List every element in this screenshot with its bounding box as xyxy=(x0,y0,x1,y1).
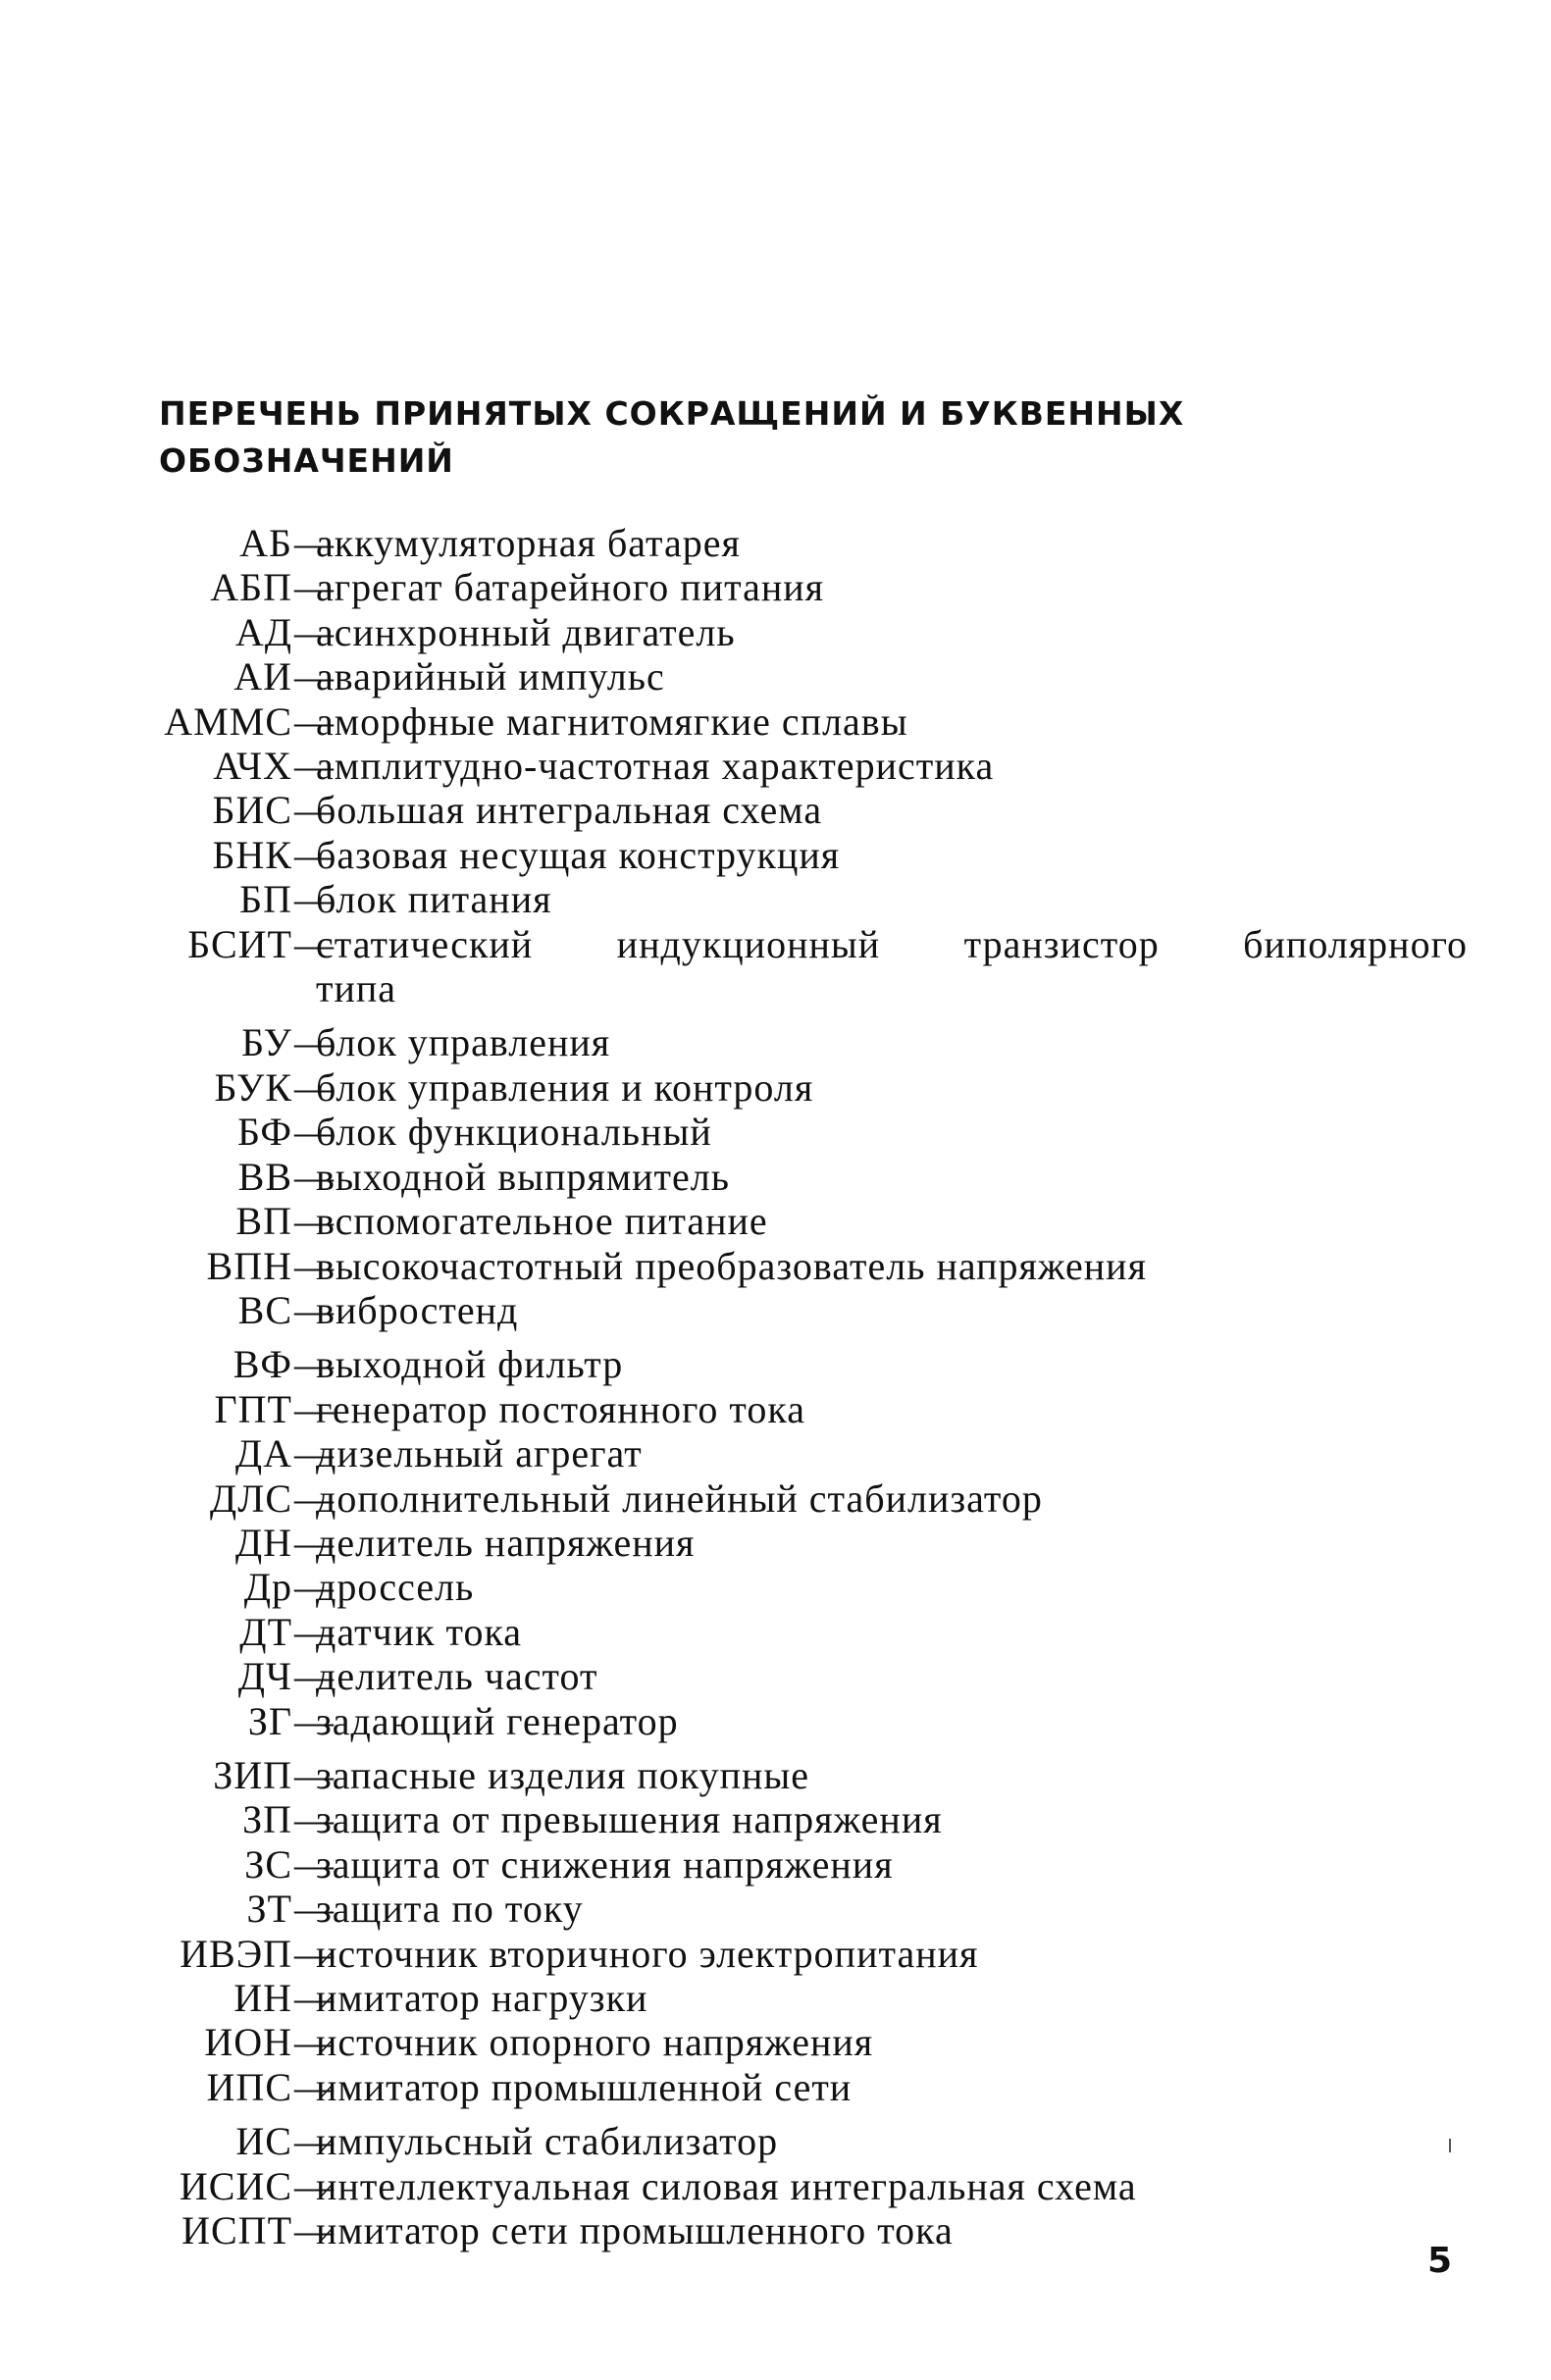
page-heading xyxy=(159,390,1238,485)
abbr-term: ЗС xyxy=(244,1841,292,1887)
abbr-term: ИОН xyxy=(204,2020,292,2065)
abbreviation-list xyxy=(0,521,1551,2252)
abbr-entry xyxy=(0,565,1551,609)
abbr-definition: аварийный импульс xyxy=(316,654,665,699)
em-dash xyxy=(294,1065,306,1110)
em-dash xyxy=(294,788,306,832)
abbr-term: АИ xyxy=(233,654,292,699)
abbr-definition: делитель напряжения xyxy=(316,1520,696,1565)
abbr-term: БНК xyxy=(212,832,292,877)
abbr-entry xyxy=(0,2065,1551,2109)
abbr-entry xyxy=(0,1065,1551,1110)
em-dash xyxy=(294,1699,306,1743)
abbr-term: ИСПТ xyxy=(181,2208,292,2253)
abbr-term: Др xyxy=(243,1565,292,1610)
abbr-entry xyxy=(0,610,1551,654)
abbr-term: ЗИП xyxy=(213,1752,292,1797)
abbr-entry xyxy=(0,1199,1551,1243)
abbr-term: ИСИС xyxy=(179,2163,292,2208)
abbr-entry xyxy=(0,1288,1551,1332)
abbr-term: АБП xyxy=(210,565,292,610)
abbr-definition: имитатор промышленной сети xyxy=(316,2064,853,2109)
abbr-definition: дроссель xyxy=(316,1565,475,1610)
em-dash xyxy=(294,1610,306,1654)
em-dash xyxy=(294,1887,306,1931)
abbr-term: БСИТ xyxy=(187,921,292,966)
abbr-term: БУК xyxy=(214,1064,292,1110)
abbr-entry xyxy=(0,2208,1551,2252)
abbr-definition: интеллектуальная силовая интегральная схема xyxy=(316,2163,1137,2208)
em-dash xyxy=(294,1431,306,1475)
abbr-definition: имитатор нагрузки xyxy=(316,1976,648,2020)
abbr-definition: амплитудно-частотная характеристика xyxy=(316,744,995,789)
abbr-term: ВФ xyxy=(233,1342,292,1387)
abbr-definition-line-1 xyxy=(316,922,1468,966)
abbr-term: ЗП xyxy=(242,1797,292,1842)
em-dash xyxy=(294,877,306,921)
em-dash xyxy=(294,1476,306,1521)
abbr-definition-word: индукционный xyxy=(616,921,881,966)
em-dash xyxy=(294,1288,306,1332)
em-dash xyxy=(294,922,306,966)
abbr-definition: выходной фильтр xyxy=(316,1342,624,1387)
abbr-term: ДН xyxy=(234,1520,292,1565)
em-dash xyxy=(294,1842,306,1887)
abbr-entry xyxy=(0,2119,1551,2163)
abbr-definition: высокочастотный преобразователь напряжения xyxy=(316,1243,1147,1288)
abbr-definition: дополнительный линейный стабилизатор xyxy=(316,1475,1043,1521)
abbr-entry xyxy=(0,1887,1551,1931)
abbr-term: БУ xyxy=(241,1020,292,1065)
em-dash xyxy=(294,610,306,654)
abbr-definition-word: транзистор xyxy=(963,921,1160,966)
em-dash xyxy=(294,2020,306,2064)
abbr-term: ЗГ xyxy=(247,1698,292,1743)
em-dash xyxy=(294,2208,306,2252)
abbr-entry xyxy=(0,699,1551,744)
abbr-definition: блок управления и контроля xyxy=(316,1064,814,1110)
abbr-entry xyxy=(0,1476,1551,1521)
abbr-definition: делитель частот xyxy=(316,1654,598,1699)
abbr-term: ВПН xyxy=(206,1243,292,1288)
abbr-term: ДА xyxy=(234,1431,292,1476)
em-dash xyxy=(294,1020,306,1064)
abbr-term: АД xyxy=(234,609,292,654)
abbr-definition: блок функциональный xyxy=(316,1110,712,1155)
abbr-entry xyxy=(0,1110,1551,1154)
abbr-entry xyxy=(0,1387,1551,1431)
abbr-term: БИС xyxy=(212,788,292,833)
print-speck xyxy=(1449,2139,1451,2152)
abbr-definition: защита по току xyxy=(316,1887,584,1932)
abbr-term: ИН xyxy=(233,1976,292,2020)
abbr-entry xyxy=(0,1020,1551,1064)
abbr-definition: вибростенд xyxy=(316,1287,519,1332)
abbr-entry xyxy=(0,833,1551,877)
abbr-entry xyxy=(0,1565,1551,1609)
abbr-entry xyxy=(0,1244,1551,1288)
abbr-term: ИВЭП xyxy=(180,1931,292,1976)
em-dash xyxy=(294,1342,306,1386)
abbr-entry xyxy=(0,1699,1551,1743)
abbr-definition: имитатор сети промышленного тока xyxy=(316,2208,954,2253)
abbr-entry xyxy=(0,1155,1551,1199)
abbr-entry xyxy=(0,788,1551,832)
em-dash xyxy=(294,1244,306,1288)
abbr-term: ИС xyxy=(235,2119,292,2164)
abbr-definition: задающий генератор xyxy=(316,1698,679,1743)
abbr-entry xyxy=(0,744,1551,788)
abbr-definition: базовая несущая конструкция xyxy=(316,832,841,877)
abbr-entry xyxy=(0,1753,1551,1797)
abbr-definition: большая интегральная схема xyxy=(316,788,823,833)
heading-line-1: ПЕРЕЧЕНЬ ПРИНЯТЫХ СОКРАЩЕНИЙ И БУКВЕННЫХ xyxy=(159,394,1185,433)
abbr-term: ВС xyxy=(237,1287,292,1332)
abbr-term: ИПС xyxy=(206,2064,292,2109)
em-dash xyxy=(294,1654,306,1698)
abbr-entry xyxy=(0,1797,1551,1841)
abbr-definition: выходной выпрямитель xyxy=(316,1154,730,1199)
abbr-entry xyxy=(0,1654,1551,1698)
abbr-term: ЗТ xyxy=(246,1887,292,1932)
em-dash xyxy=(294,699,306,744)
abbr-term: АБ xyxy=(239,521,292,565)
abbr-entry xyxy=(0,922,1551,1011)
em-dash xyxy=(294,2065,306,2109)
page-number: 5 xyxy=(1427,2241,1453,2281)
em-dash xyxy=(294,1387,306,1431)
abbr-term: ДТ xyxy=(239,1609,292,1654)
em-dash xyxy=(294,1797,306,1841)
abbr-definition: аккумуляторная батарея xyxy=(316,521,741,565)
abbr-entry xyxy=(0,1521,1551,1565)
em-dash xyxy=(294,833,306,877)
abbr-entry xyxy=(0,1342,1551,1386)
abbr-definition: источник вторичного электропитания xyxy=(316,1931,979,1976)
abbr-term: ВВ xyxy=(237,1154,292,1199)
abbr-term: БП xyxy=(239,877,292,922)
abbr-definition-word: статический xyxy=(316,921,534,966)
em-dash xyxy=(294,2164,306,2208)
em-dash xyxy=(294,1976,306,2020)
em-dash xyxy=(294,1565,306,1609)
em-dash xyxy=(294,1199,306,1243)
abbr-term: БФ xyxy=(237,1110,292,1155)
abbr-entry xyxy=(0,1842,1551,1887)
abbr-definition: запасные изделия покупные xyxy=(316,1752,810,1797)
em-dash xyxy=(294,1521,306,1565)
em-dash xyxy=(294,1932,306,1976)
abbr-term: АЧХ xyxy=(213,744,292,789)
abbr-term: ВП xyxy=(235,1199,292,1244)
em-dash xyxy=(294,1753,306,1797)
abbr-definition: блок управления xyxy=(316,1020,611,1065)
abbr-definition: блок питания xyxy=(316,877,552,922)
em-dash xyxy=(294,565,306,609)
abbr-definition: датчик тока xyxy=(316,1609,523,1654)
abbr-definition-word: биполярного xyxy=(1243,921,1468,966)
abbr-definition: защита от снижения напряжения xyxy=(316,1841,894,1887)
em-dash xyxy=(294,1155,306,1199)
abbr-definition: аморфные магнитомягкие сплавы xyxy=(316,698,908,744)
em-dash xyxy=(294,521,306,565)
heading-line-2: ОБОЗНАЧЕНИЙ xyxy=(159,441,454,480)
abbr-definition: дизельный агрегат xyxy=(316,1431,643,1476)
abbr-term: АММС xyxy=(164,698,292,744)
em-dash xyxy=(294,744,306,788)
em-dash xyxy=(294,654,306,698)
abbr-definition xyxy=(306,922,1468,1011)
em-dash xyxy=(294,2119,306,2163)
abbr-entry xyxy=(0,1431,1551,1475)
em-dash xyxy=(294,1110,306,1154)
abbr-definition: генератор постоянного тока xyxy=(316,1386,805,1431)
abbr-entry xyxy=(0,1610,1551,1654)
abbr-entry xyxy=(0,521,1551,565)
abbr-entry xyxy=(0,2020,1551,2064)
abbr-entry xyxy=(0,1932,1551,1976)
abbr-entry xyxy=(0,877,1551,921)
abbr-entry xyxy=(0,654,1551,698)
abbr-definition: защита от превышения напряжения xyxy=(316,1797,943,1842)
abbr-definition: вспомогательное питание xyxy=(316,1199,768,1244)
abbr-definition: источник опорного напряжения xyxy=(316,2020,874,2065)
abbr-definition: агрегат батарейного питания xyxy=(316,565,825,610)
abbr-term: ГПТ xyxy=(214,1386,292,1431)
abbr-term: ДЧ xyxy=(237,1654,292,1699)
abbr-term: ДЛС xyxy=(209,1475,292,1521)
abbr-definition: асинхронный двигатель xyxy=(316,609,736,654)
abbr-entry xyxy=(0,1976,1551,2020)
abbr-definition: импульсный стабилизатор xyxy=(316,2119,779,2164)
abbr-entry xyxy=(0,2164,1551,2208)
abbr-definition-line-2: типа xyxy=(316,966,397,1011)
